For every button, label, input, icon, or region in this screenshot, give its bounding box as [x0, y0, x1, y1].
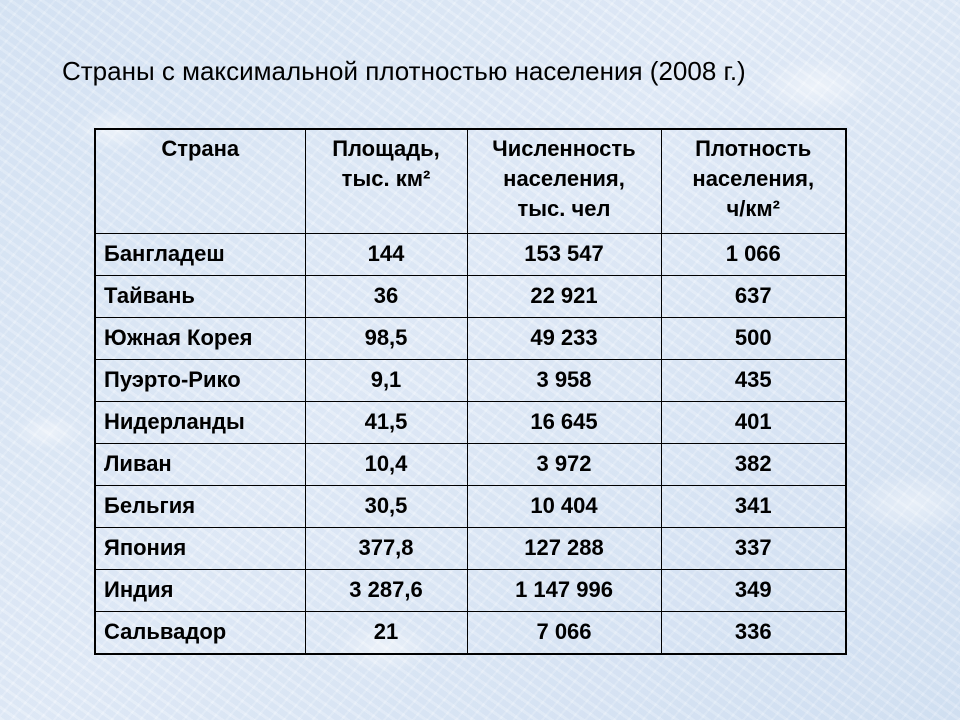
cell-density: 337 — [661, 527, 846, 569]
header-country — [95, 129, 305, 233]
table-row — [95, 527, 846, 569]
cell-density: 341 — [661, 485, 846, 527]
cell-population: 3 972 — [467, 443, 661, 485]
header-density-line: Плотность — [695, 136, 812, 161]
cell-population: 49 233 — [467, 317, 661, 359]
cell-population: 127 288 — [467, 527, 661, 569]
cell-density: 500 — [661, 317, 846, 359]
cell-population: 7 066 — [467, 611, 661, 654]
header-density-line: населения, — [692, 166, 815, 191]
cell-density: 336 — [661, 611, 846, 654]
cell-population: 16 645 — [467, 401, 661, 443]
cell-density: 382 — [661, 443, 846, 485]
cell-country: Индия — [95, 569, 305, 611]
table-row — [95, 317, 846, 359]
table-row — [95, 569, 846, 611]
cell-country: Тайвань — [95, 275, 305, 317]
cell-country: Япония — [95, 527, 305, 569]
population-density-table — [94, 128, 847, 655]
cell-density: 435 — [661, 359, 846, 401]
header-area-line: Площадь, — [332, 136, 440, 161]
cell-area: 41,5 — [305, 401, 467, 443]
header-density-line: ч/км² — [726, 196, 780, 221]
page-title: Страны с максимальной плотностью населения (2008 г.) — [62, 56, 746, 86]
cell-country: Нидерланды — [95, 401, 305, 443]
cell-density: 401 — [661, 401, 846, 443]
header-population — [467, 129, 661, 233]
cell-area: 9,1 — [305, 359, 467, 401]
header-density — [661, 129, 846, 233]
cell-population: 153 547 — [467, 233, 661, 275]
cell-area: 10,4 — [305, 443, 467, 485]
cell-area: 98,5 — [305, 317, 467, 359]
table-row — [95, 611, 846, 654]
cell-area: 36 — [305, 275, 467, 317]
table-row — [95, 401, 846, 443]
header-area — [305, 129, 467, 233]
table-header-row — [95, 129, 846, 233]
table-row — [95, 275, 846, 317]
cell-country: Южная Корея — [95, 317, 305, 359]
cell-area: 30,5 — [305, 485, 467, 527]
header-population-line: тыс. чел — [517, 196, 611, 221]
table-row — [95, 485, 846, 527]
cell-population: 22 921 — [467, 275, 661, 317]
header-area-line: тыс. км² — [341, 166, 431, 191]
header-population-line: населения, — [503, 166, 625, 191]
cell-population: 1 147 996 — [467, 569, 661, 611]
header-population-line: Численность — [492, 136, 636, 161]
cell-population: 10 404 — [467, 485, 661, 527]
cell-country: Бельгия — [95, 485, 305, 527]
cell-area: 21 — [305, 611, 467, 654]
cell-country: Ливан — [95, 443, 305, 485]
cell-density: 637 — [661, 275, 846, 317]
table-row — [95, 233, 846, 275]
table-row — [95, 443, 846, 485]
cell-density: 1 066 — [661, 233, 846, 275]
cell-country: Бангладеш — [95, 233, 305, 275]
cell-country: Пуэрто-Рико — [95, 359, 305, 401]
cell-population: 3 958 — [467, 359, 661, 401]
table-row — [95, 359, 846, 401]
cell-area: 144 — [305, 233, 467, 275]
cell-density: 349 — [661, 569, 846, 611]
cell-country: Сальвадор — [95, 611, 305, 654]
cell-area: 3 287,6 — [305, 569, 467, 611]
header-country-line: Страна — [161, 136, 240, 161]
cell-area: 377,8 — [305, 527, 467, 569]
